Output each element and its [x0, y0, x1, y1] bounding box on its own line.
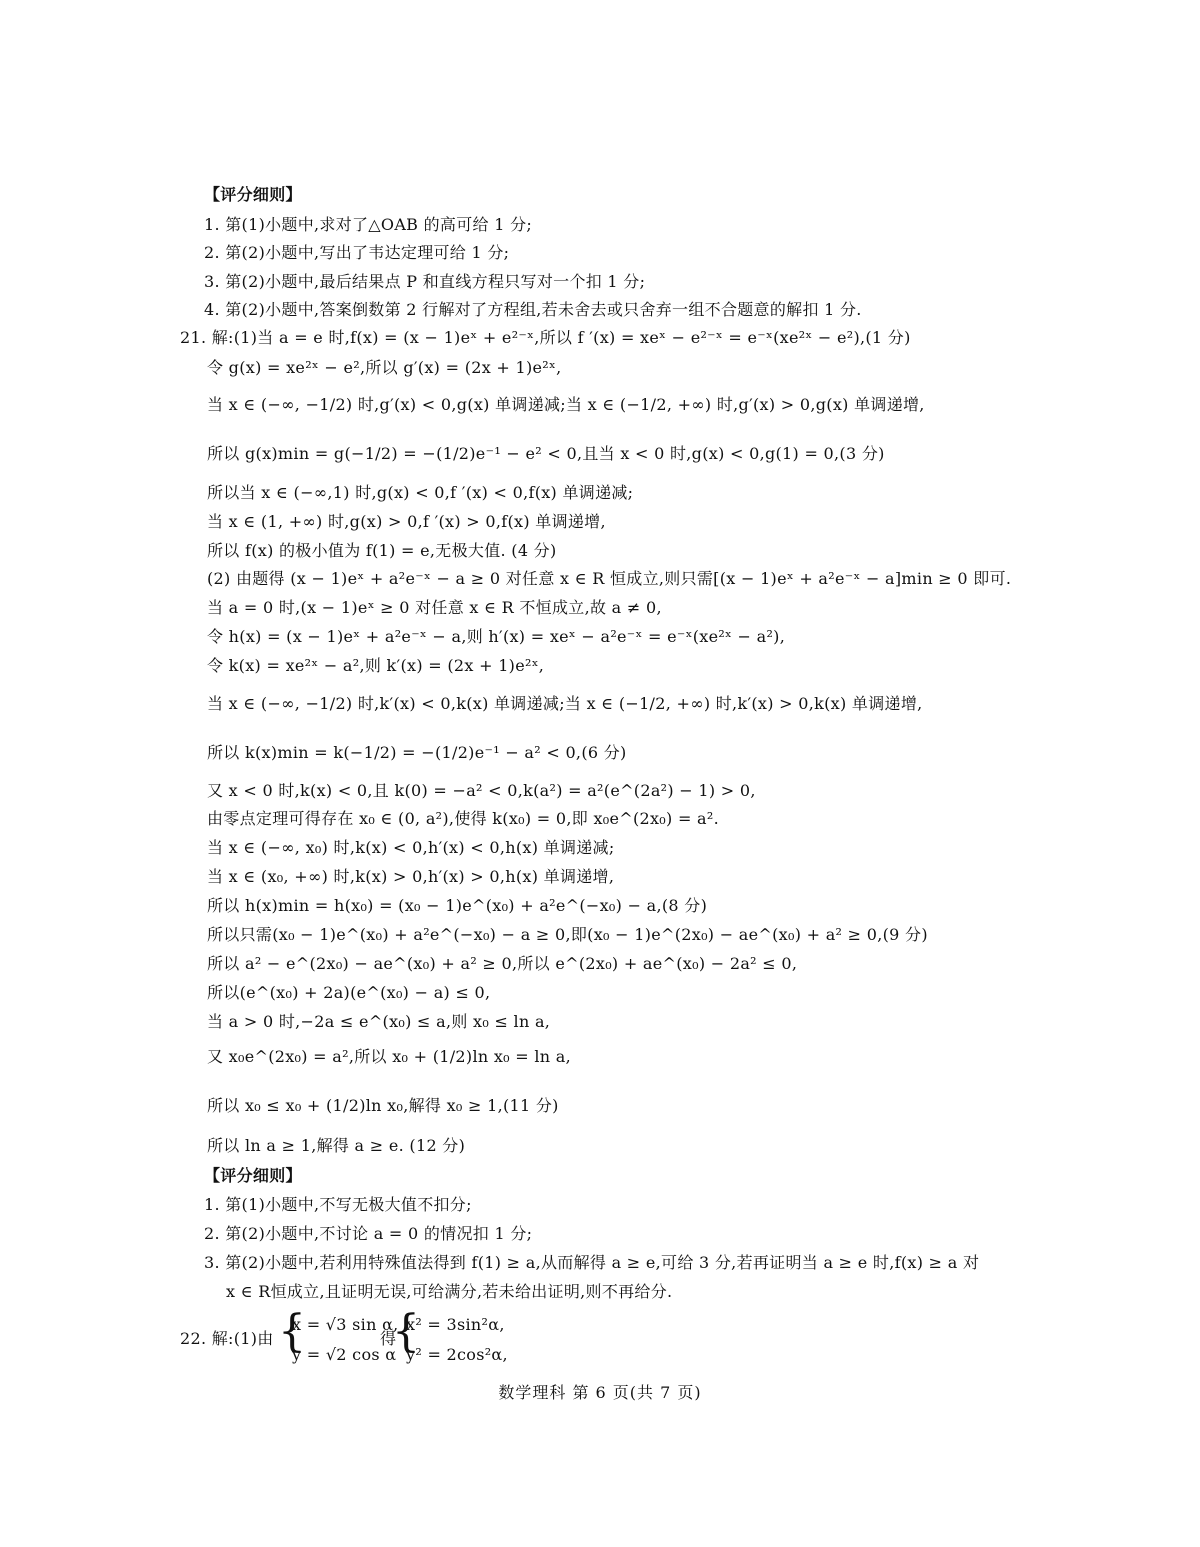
solution-line: 当 a = 0 时,(x − 1)eˣ ≥ 0 对任意 x ∈ R 不恒成立,故 a ≠ 0,	[207, 598, 662, 617]
solution-line: 当 x ∈ (−∞, −1/2) 时,k′(x) < 0,k(x) 单调递减;当 x ∈ (−1/2, +∞) 时,k′(x) > 0,k(x) 单调递增,	[207, 694, 923, 713]
solution-line: 又 x₀e^(2x₀) = a²,所以 x₀ + (1/2)ln x₀ = ln a,	[207, 1047, 572, 1066]
grading-rule-item: 4. 第(2)小题中,答案倒数第 2 行解对了方程组,若未舍去或只舍弃一组不合题意的解扣 1 分.	[204, 300, 862, 319]
equation-line: y = √2 cos α	[292, 1345, 397, 1364]
problem22-mid: 得	[380, 1329, 397, 1348]
solution-line: 所以 x₀ ≤ x₀ + (1/2)ln x₀,解得 x₀ ≥ 1,(11 分)	[207, 1096, 559, 1115]
solution-line: 当 x ∈ (1, +∞) 时,g(x) > 0,f ′(x) > 0,f(x) 单调递增,	[207, 512, 606, 531]
grading-rule-item: 3. 第(2)小题中,最后结果点 P 和直线方程只写对一个扣 1 分;	[204, 272, 646, 291]
solution-line: 当 x ∈ (−∞, −1/2) 时,g′(x) < 0,g(x) 单调递减;当 x ∈ (−1/2, +∞) 时,g′(x) > 0,g(x) 单调递增,	[207, 395, 925, 414]
problem22-prefix: 22. 解:(1)由	[180, 1329, 274, 1348]
solution-line: 所以 a² − e^(2x₀) − ae^(x₀) + a² ≥ 0,所以 e^(2x₀) + ae^(x₀) − 2a² ≤ 0,	[207, 954, 798, 973]
solution-line: 所以 k(x)min = k(−1/2) = −(1/2)e⁻¹ − a² < 0,(6 分)	[207, 743, 627, 762]
solution-line: 21. 解:(1)当 a = e 时,f(x) = (x − 1)eˣ + e²⁻ˣ,所以 f ′(x) = xeˣ − e²⁻ˣ = e⁻ˣ(xe²ˣ − e²),(1 分)	[180, 328, 911, 347]
solution-line: 令 g(x) = xe²ˣ − e²,所以 g′(x) = (2x + 1)e²ˣ,	[207, 358, 562, 377]
grading-rule-item: x ∈ R恒成立,且证明无误,可给满分,若未给出证明,则不再给分.	[226, 1282, 673, 1301]
solution-line: 令 h(x) = (x − 1)eˣ + a²e⁻ˣ − a,则 h′(x) = xeˣ − a²e⁻ˣ = e⁻ˣ(xe²ˣ − a²),	[207, 627, 786, 646]
solution-line: 所以当 x ∈ (−∞,1) 时,g(x) < 0,f ′(x) < 0,f(x) 单调递减;	[207, 483, 634, 502]
solution-line: 所以只需(x₀ − 1)e^(x₀) + a²e^(−x₀) − a ≥ 0,即(x₀ − 1)e^(2x₀) − ae^(x₀) + a² ≥ 0,(9 分)	[207, 925, 928, 944]
grading-rule-item: 1. 第(1)小题中,不写无极大值不扣分;	[204, 1195, 472, 1214]
grading-rules-heading-1: 【评分细则】	[204, 185, 302, 204]
equation-line: x = √3 sin α,	[292, 1315, 399, 1334]
solution-line: 令 k(x) = xe²ˣ − a²,则 k′(x) = (2x + 1)e²ˣ,	[207, 656, 545, 675]
solution-line: 当 a > 0 时,−2a ≤ e^(x₀) ≤ a,则 x₀ ≤ ln a,	[207, 1012, 551, 1031]
solution-line: 当 x ∈ (x₀, +∞) 时,k(x) > 0,h′(x) > 0,h(x) 单调递增,	[207, 867, 615, 886]
grading-rule-item: 2. 第(2)小题中,写出了韦达定理可给 1 分;	[204, 243, 510, 262]
page-footer: 数学理科 第 6 页(共 7 页)	[498, 1383, 702, 1402]
solution-line: 所以 ln a ≥ 1,解得 a ≥ e. (12 分)	[207, 1136, 466, 1155]
solution-line: 所以(e^(x₀) + 2a)(e^(x₀) − a) ≤ 0,	[207, 983, 491, 1002]
solution-line: 又 x < 0 时,k(x) < 0,且 k(0) = −a² < 0,k(a²) = a²(e^(2a²) − 1) > 0,	[207, 781, 756, 800]
grading-rule-item: 3. 第(2)小题中,若利用特殊值法得到 f(1) ≥ a,从而解得 a ≥ e,可给 3 分,若再证明当 a ≥ e 时,f(x) ≥ a 对	[204, 1253, 980, 1272]
solution-line: 由零点定理可得存在 x₀ ∈ (0, a²),使得 k(x₀) = 0,即 x₀e^(2x₀) = a².	[207, 809, 719, 828]
left-brace: {	[278, 1306, 306, 1357]
solution-line: 所以 h(x)min = h(x₀) = (x₀ − 1)e^(x₀) + a²e^(−x₀) − a,(8 分)	[207, 896, 708, 915]
solution-line: (2) 由题得 (x − 1)eˣ + a²e⁻ˣ − a ≥ 0 对任意 x ∈ R 恒成立,则只需[(x − 1)eˣ + a²e⁻ˣ − a]min ≥ 0 即可.	[207, 569, 1012, 588]
solution-line: 所以 f(x) 的极小值为 f(1) = e,无极大值. (4 分)	[207, 541, 557, 560]
solution-line: 所以 g(x)min = g(−1/2) = −(1/2)e⁻¹ − e² < 0,且当 x < 0 时,g(x) < 0,g(1) = 0,(3 分)	[207, 444, 885, 463]
solution-line: 当 x ∈ (−∞, x₀) 时,k(x) < 0,h′(x) < 0,h(x) 单调递减;	[207, 838, 615, 857]
grading-rule-item: 1. 第(1)小题中,求对了△OAB 的高可给 1 分;	[204, 215, 533, 234]
grading-rules-heading-2: 【评分细则】	[204, 1166, 302, 1185]
grading-rule-item: 2. 第(2)小题中,不讨论 a = 0 的情况扣 1 分;	[204, 1224, 533, 1243]
equation-line: x² = 3sin²α,	[406, 1315, 505, 1334]
left-brace: {	[392, 1306, 420, 1357]
equation-line: y² = 2cos²α,	[406, 1345, 508, 1364]
